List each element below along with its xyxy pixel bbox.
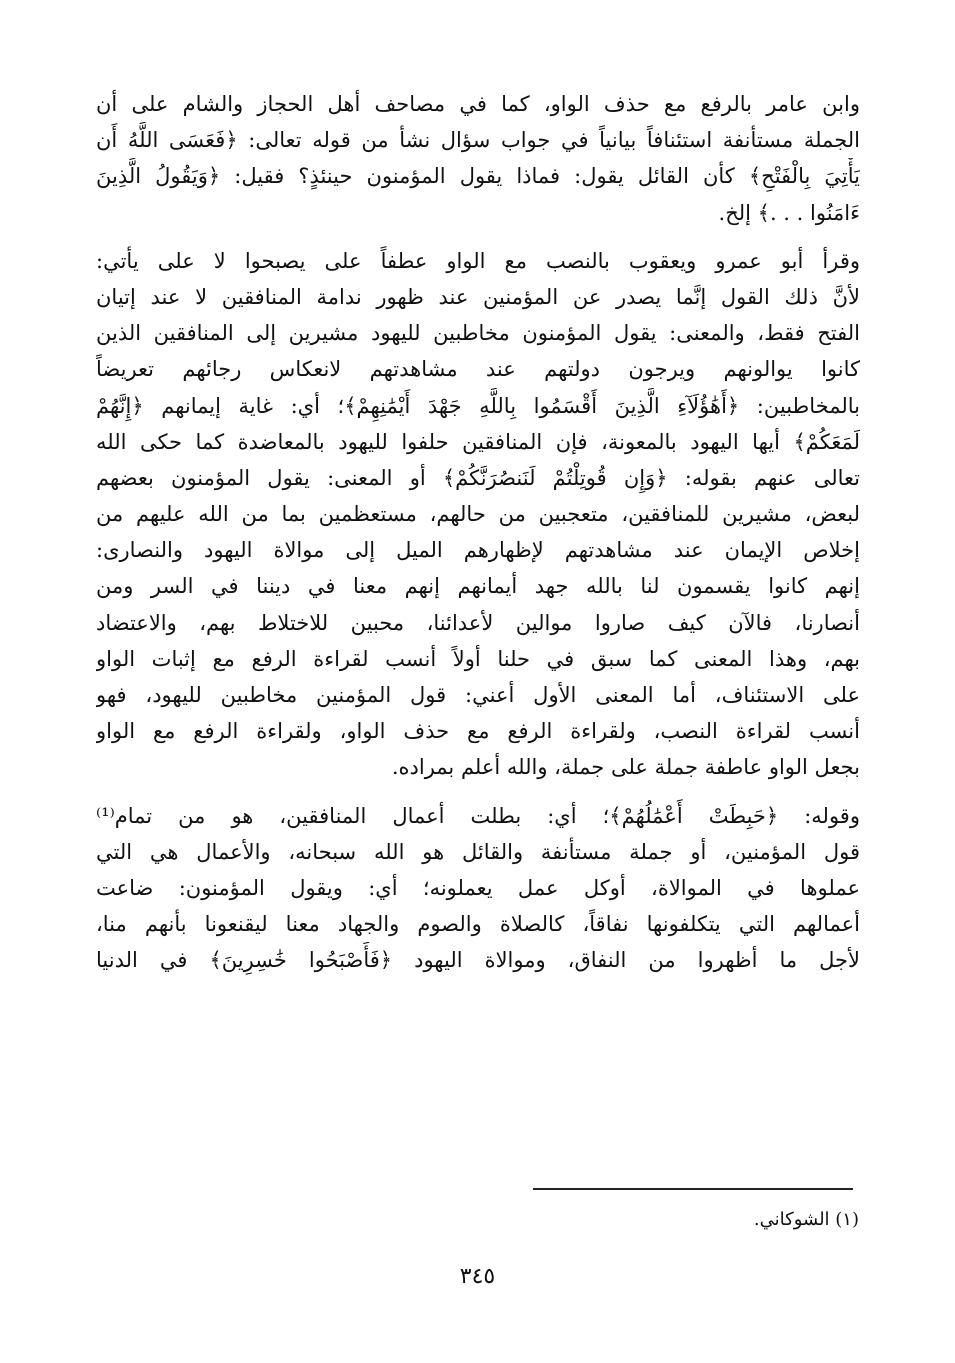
text-line: إخلاص الإيمان عند مشاهدتهم لإظهارهم الميل إلى موالاة اليهود والنصارى: <box>96 538 860 563</box>
text-line: لأنَّ ذلك القول إنَّما يصدر عن المؤمنين عند ظهور ندامة المنافقين لا عند إتيان <box>96 284 860 309</box>
text-line: بهم، وهذا المعنى كما سبق في حلنا أولاً أنسب لقراءة الرفع مع إثبات الواو <box>96 646 860 671</box>
text-line: أنسب لقراءة النصب، ولقراءة الرفع مع حذف الواو، ولقراءة الرفع مع الواو <box>96 719 860 744</box>
text-line: لأجل ما أظهروا من النفاق، وموالاة اليهود ﴿فَأَصْبَحُوا خَٰسِرِينَ﴾ في الدنيا <box>96 948 860 973</box>
text-line: ءَامَنُوا . . .﴾ إلخ. <box>718 200 860 225</box>
text-line: على الاستئناف، أما المعنى الأول أعني: قول المؤمنين مخاطبين لليهود، فهو <box>96 683 860 707</box>
text-line: بجعل الواو عاطفة جملة على جملة، والله أعلم بمراده. <box>391 755 860 780</box>
footnote: (١) الشوكاني. <box>753 1209 859 1230</box>
text-line: تعالى عنهم بقوله: ﴿وَإِن قُوتِلْتُمْ لَنَنصُرَنَّكُمْ﴾ أو المعنى: يقول المؤمنون بعضهم <box>96 465 860 490</box>
text-line: لبعض، مشيرين للمنافقين، متعجبين من حالهم، مستعظمين بما من الله عليهم من <box>96 502 860 527</box>
page-number: ٣٤٥ <box>459 1264 496 1289</box>
text-line: عملوها في الموالاة، أوكل عمل يعملونه؛ أي: ويقول المؤمنون: ضاعت <box>96 875 860 900</box>
text-line: وابن عامر بالرفع مع حذف الواو، كما في مصاحف أهل الحجاز والشام على أن <box>96 92 860 116</box>
paragraph-gap <box>96 231 860 243</box>
text-line: يَأْتِيَ بِالْفَتْحِ﴾ كأن القائل يقول: فماذا يقول المؤمنون حينئذٍ؟ فقيل: ﴿وَيَقُولُ الَّذِينَ <box>96 164 860 189</box>
text-line: الفتح فقط، والمعنى: يقول المؤمنون مخاطبين لليهود مشيرين إلى المنافقين الذين <box>96 321 860 346</box>
text-line: وقرأ أبو عمرو ويعقوب بالنصب مع الواو عطفاً على يصبحوا لا على يأتي: <box>96 248 860 273</box>
text-line: أنصارنا، فالآن كيف صاروا موالين لأعدائنا، محبين للاختلاط بهم، والاعتضاد <box>96 610 860 635</box>
text-line: الجملة مستأنفة استئنافاً بيانياً في جواب سؤال نشأ من قوله تعالى: ﴿فَعَسَى اللَّهُ أَن <box>96 128 860 153</box>
paragraph-2 <box>96 243 860 786</box>
paragraph-1 <box>96 86 860 231</box>
footnote-divider <box>533 1188 853 1190</box>
main-text <box>96 86 860 979</box>
text-line: أعمالهم التي يتكلفونها نفاقاً، كالصلاة والصوم والجهاد معنا ليقنعونا بأنهم منا، <box>96 912 860 937</box>
paragraph-3 <box>96 798 860 979</box>
text-line: قول المؤمنين، أو جملة مستأنفة والقائل هو الله سبحانه، والأعمال هي التي <box>96 839 860 864</box>
text-line: لَمَعَكُمْ﴾ أيها اليهود بالمعونة، فإن المنافقين حلفوا لليهود بالمعاضدة كما حكى الله <box>96 429 860 454</box>
text-line: بالمخاطبين: ﴿أَهَٰؤُلَآءِ الَّذِينَ أَقْسَمُوا بِاللَّهِ جَهْدَ أَيْمَٰنِهِمْ﴾؛ أي: غاية إيمانهم ﴿إِنَّهُمْ <box>96 393 860 418</box>
text-line: وقوله: ﴿حَبِطَتْ أَعْمَٰلُهُمْ﴾؛ أي: بطلت أعمال المنافقين، هو من تمام⁽¹⁾ <box>96 803 860 828</box>
text-line: كانوا يوالونهم ويرجون دولتهم عند مشاهدتهم لانعكاس رجائهم تعريضاً <box>96 357 860 382</box>
paragraph-gap <box>96 786 860 798</box>
text-line: إنهم كانوا يقسمون لنا بالله جهد أيمانهم إنهم معنا في ديننا في السر ومن <box>96 574 860 599</box>
